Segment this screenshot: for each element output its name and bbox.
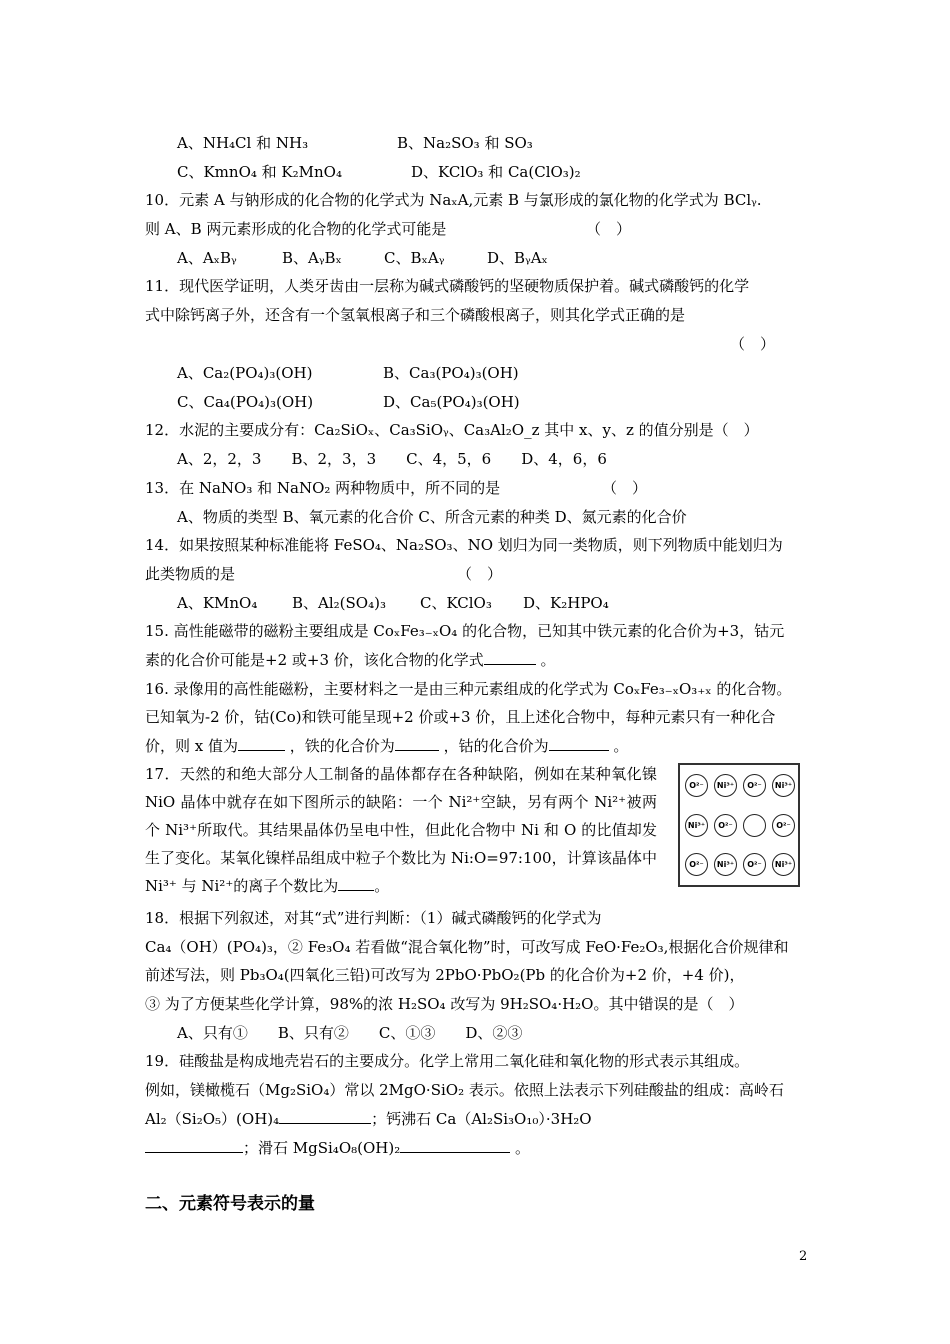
q11-option-c: C、Ca₄(PO₄)₃(OH) xyxy=(177,393,314,411)
q10-option-b: B、AᵧBₓ xyxy=(282,249,342,267)
q10-line-2: 则 A、B 两元素形成的化合物的化学式可能是 xyxy=(145,220,447,238)
q16-line-3 xyxy=(145,736,628,756)
q12-line-1: 12．水泥的主要成分有：Ca₂SiOₓ、Ca₃SiOᵧ、Ca₃Al₂O_z 其中 x、y、z 的值分别是（ ） xyxy=(145,421,759,439)
q17-text xyxy=(145,760,657,900)
q13-line-1: 13．在 NaNO₃ 和 NaNO₂ 两种物质中，所不同的是 xyxy=(145,479,501,497)
q19-line-3 xyxy=(145,1109,592,1129)
q16-x-blank[interactable] xyxy=(238,736,285,751)
q19-line-1: 19．硅酸盐是构成地壳岩石的主要成分。化学上常用二氧化硅和氧化物的形式表示其组成。 xyxy=(145,1052,750,1070)
q19-zeolite-formula: ；钙沸石 Ca（Al₂Si₃O₁₀）·3H₂O xyxy=(371,1110,592,1128)
q10-line-1: 10．元素 A 与钠形成的化合物的化学式为 NaₓA,元素 B 与氯形成的氯化物的化学式为 BClᵧ. xyxy=(145,191,762,209)
q19-line-4 xyxy=(145,1138,530,1158)
q10-option-a: A、AₓBᵧ xyxy=(177,249,237,267)
q19-line-2: 例如，镁橄榄石（Mg₂SiO₄）常以 2MgO·SiO₂ 表示。依照上法表示下列硅酸盐的组成：高岭石 xyxy=(145,1081,784,1099)
ion-ni3-r3c4: Ni³⁺ xyxy=(772,853,795,876)
q19-talc-formula: ；滑石 MgSi₄O₈(OH)₂ xyxy=(243,1139,401,1157)
ion-vacancy-r2c3 xyxy=(743,814,766,837)
nio-defect-figure xyxy=(678,763,800,887)
q16-fe-blank[interactable] xyxy=(395,736,439,751)
q14-option-a: A、KMnO₄ xyxy=(177,594,258,612)
q10-option-d: D、BᵧAₓ xyxy=(487,249,548,267)
q19-kaolinite-formula: Al₂（Si₂O₅）(OH)₄ xyxy=(145,1110,280,1128)
ion-ni3-r1c4: Ni³⁺ xyxy=(772,774,795,797)
q16-co-blank[interactable] xyxy=(549,736,609,751)
q15-line-2-end: 。 xyxy=(535,651,556,669)
q19-zeolite-blank[interactable] xyxy=(145,1138,243,1153)
q11-answer-paren: （ ） xyxy=(730,335,776,353)
q10-answer-paren: （ ） xyxy=(586,220,632,238)
ion-o-r1c1: O²⁻ xyxy=(685,774,708,797)
q18-line-4: ③ 为了方便某些化学计算，98%的浓 H₂SO₄ 改写为 9H₂SO₄·H₂O。其中错误的是（ ） xyxy=(145,995,744,1013)
q15-line-1: 15. 高性能磁带的磁粉主要组成是 CoₓFe₃₋ₓO₄ 的化合物，已知其中铁元素的化合价为+3，钴元 xyxy=(145,622,785,640)
q17-end: 。 xyxy=(374,877,390,895)
q13-options: A、物质的类型 B、氧元素的化合价 C、所含元素的种类 D、氮元素的化合价 xyxy=(177,508,687,526)
ion-o-r2c4: O²⁻ xyxy=(772,814,795,837)
q16-fe-label: ，铁的化合价为 xyxy=(289,737,395,755)
ion-o-r3c1: O²⁻ xyxy=(685,853,708,876)
q18-line-2: Ca₄（OH）(PO₄)₃，② Fe₃O₄ 若看做“混合氧化物”时，可改写成 FeO·Fe₂O₃,根据化合价规律和 xyxy=(145,938,789,956)
q11-option-a: A、Ca₂(PO₄)₃(OH) xyxy=(177,364,313,382)
q19-kaolinite-blank[interactable] xyxy=(279,1109,371,1124)
q11-line-2: 式中除钙离子外，还含有一个氢氧根离子和三个磷酸根离子，则其化学式正确的是 xyxy=(145,306,686,324)
q18-line-1: 18．根据下列叙述，对其“式”进行判断：（1）碱式磷酸钙的化学式为 xyxy=(145,909,602,927)
page-number: 2 xyxy=(799,1249,808,1264)
q19-line-4-end: 。 xyxy=(510,1139,531,1157)
q18-options: A、只有① B、只有② C、①③ D、②③ xyxy=(177,1024,523,1042)
ion-ni3-r2c1: Ni³⁺ xyxy=(685,814,708,837)
q11-option-d: D、Ca₅(PO₄)₃(OH) xyxy=(383,393,520,411)
q14-option-b: B、Al₂(SO₄)₃ xyxy=(292,594,386,612)
q16-line-1: 16. 录像用的高性能磁粉，主要材料之一是由三种元素组成的化学式为 CoₓFe₃₋ₓO₃₊ₓ 的化合物。 xyxy=(145,680,792,698)
q17-answer-blank[interactable] xyxy=(338,876,374,891)
q16-line-2: 已知氧为-2 价，钴(Co)和铁可能呈现+2 价或+3 价，且上述化合物中，每种元素只有一种化合 xyxy=(145,708,776,726)
q14-answer-paren: （ ） xyxy=(457,565,503,583)
q13-answer-paren: （ ） xyxy=(602,479,648,497)
q9-option-a: A、NH₄Cl 和 NH₃ xyxy=(177,134,309,152)
ion-ni3-r1c2: Ni³⁺ xyxy=(714,774,737,797)
q11-line-1: 11．现代医学证明，人类牙齿由一层称为碱式磷酸钙的坚硬物质保护着。碱式磷酸钙的化学 xyxy=(145,277,750,295)
section-heading: 二、元素符号表示的量 xyxy=(145,1194,315,1214)
ion-o-r2c2: O²⁻ xyxy=(714,814,737,837)
q15-answer-blank[interactable] xyxy=(484,650,536,665)
q17-body: 17．天然的和绝大部分人工制备的晶体都存在各种缺陷，例如在某种氧化镍 NiO 晶体中就存在如下图所示的缺陷：一个 Ni²⁺空缺，另有两个 Ni²⁺被两个 Ni³⁺所取代。其结果晶体仍呈电中性，但此化合物中 Ni 和 O 的比值却发生了变化。某氧化镍样品组成中粒子个数比为 Ni:O=97:100，计算该晶体中 Ni³⁺ 与 Ni²⁺的离子个数比为 xyxy=(145,765,657,895)
q14-option-d: D、K₂HPO₄ xyxy=(523,594,609,612)
q12-options: A、2，2，3 B、2，3，3 C、4，5，6 D、4，6，6 xyxy=(177,450,607,468)
q16-co-label: ，钴的化合价为 xyxy=(443,737,549,755)
q14-line-1: 14．如果按照某种标准能将 FeSO₄、Na₂SO₃、NO 划归为同一类物质，则下列物质中能划归为 xyxy=(145,536,783,554)
q16-x-label: 价，则 x 值为 xyxy=(145,737,238,755)
q14-option-c: C、KClO₃ xyxy=(420,594,492,612)
q18-line-3: 前述写法，则 Pb₃O₄(四氧化三铅)可改写为 2PbO·PbO₂(Pb 的化合价为+2 价，+4 价)， xyxy=(145,966,745,984)
q11-option-b: B、Ca₃(PO₄)₃(OH) xyxy=(383,364,519,382)
q16-line-3-end: 。 xyxy=(608,737,629,755)
q15-line-2-text: 素的化合价可能是+2 或+3 价，该化合物的化学式 xyxy=(145,651,484,669)
q9-option-d: D、KClO₃ 和 Ca(ClO₃)₂ xyxy=(411,163,581,181)
ion-ni3-r3c2: Ni³⁺ xyxy=(714,853,737,876)
q15-line-2 xyxy=(145,650,556,670)
q14-line-2: 此类物质的是 xyxy=(145,565,236,583)
ion-o-r1c3: O²⁻ xyxy=(743,774,766,797)
q9-option-c: C、KmnO₄ 和 K₂MnO₄ xyxy=(177,163,342,181)
ion-o-r3c3: O²⁻ xyxy=(743,853,766,876)
q19-talc-blank[interactable] xyxy=(400,1138,510,1153)
q10-option-c: C、BₓAᵧ xyxy=(384,249,445,267)
q9-option-b: B、Na₂SO₃ 和 SO₃ xyxy=(397,134,533,152)
